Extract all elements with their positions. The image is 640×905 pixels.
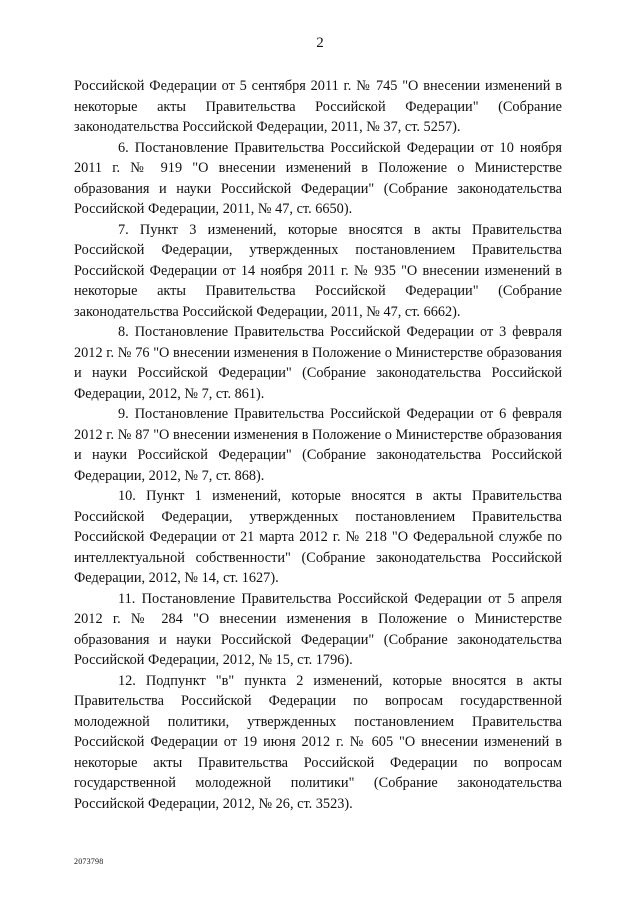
paragraph-item-11: 11. Постановление Правительства Российской Федерации от 5 апреля 2012 г. № 284 "О внесении изменения в Положение о Министерстве образования и науки Российской Федерации" (Собрание законодательства Российской Федерации, 2012, № 15, ст. 1796).: [74, 590, 562, 668]
paragraph-item-9: 9. Постановление Правительства Российской Федерации от 6 февраля 2012 г. № 87 "О внесении изменения в Положение о Министерстве образования и науки Российской Федерации" (Собрание законодательства Российской Федерации, 2012, № 7, ст. 868).: [74, 406, 562, 484]
paragraph-item-7: 7. Пункт 3 изменений, которые вносятся в акты Правительства Российской Федерации, утвержденных постановлением Правительства Российской Федерации от 14 ноября 2011 г. № 935 "О внесении изменений в некоторые акты Правительства Российской Федерации" (Собрание законодательства Российской Федерации, 2011, № 47, ст. 6662).: [74, 221, 562, 320]
paragraph-item-10: 10. Пункт 1 изменений, которые вносятся в акты Правительства Российской Федерации, утвержденных постановлением Правительства Российской Федерации от 21 марта 2012 г. № 218 "О Федеральной службе по интеллектуальной собственности" (Собрание законодательства Российской Федерации, 2012, № 14, ст. 1627).: [74, 488, 562, 586]
page-number: 2: [316, 35, 324, 51]
paragraph-continuation: Российской Федерации от 5 сентября 2011 г. № 745 "О внесении изменений в некоторые акты Правительства Российской Федерации" (Собрание законодательства Российской Федерации, 2011, № 37, ст. 5257).: [74, 78, 562, 135]
paragraph-item-12: 12. Подпункт "в" пункта 2 изменений, которые вносятся в акты Правительства Российской Федерации по вопросам государственной молодежной политики, утвержденных постановлением Правительства Российской Федерации от 19 июня 2012 г. № 605 "О внесении изменений в некоторые акты Правительства Российской Федерации по вопросам государственной молодежной политики" (Собрание законодательства Российской Федерации, 2012, № 26, ст. 3523).: [74, 672, 562, 812]
paragraph-item-8: 8. Постановление Правительства Российской Федерации от 3 февраля 2012 г. № 76 "О внесении изменения в Положение о Министерстве образования и науки Российской Федерации" (Собрание законодательства Российской Федерации, 2012, № 7, ст. 861).: [74, 324, 562, 402]
paragraph-item-6: 6. Постановление Правительства Российской Федерации от 10 ноября 2011 г. № 919 "О внесении изменений в Положение о Министерстве образования и науки Российской Федерации" (Собрание законодательства Российской Федерации, 2011, № 47, ст. 6650).: [74, 139, 562, 217]
document-code: 2073798: [74, 857, 104, 866]
document-body: [74, 76, 562, 814]
